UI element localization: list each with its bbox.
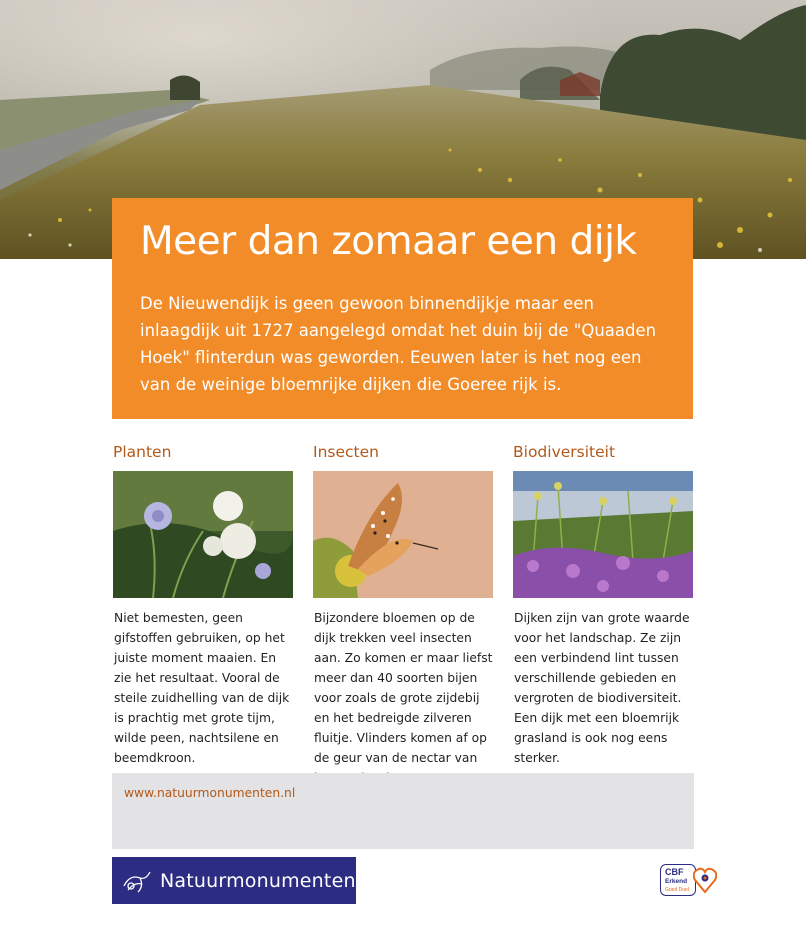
cbf-logo [660, 864, 718, 898]
column-text: Dijken zijn van grote waarde voor het landschap. Ze zijn een verbindend lint tussen verschillende gebieden en vergroten de biodiversiteit. Een dijk met een bloemrijk grasland is ook nog eens sterker. [514, 611, 690, 765]
page-title: Meer dan zomaar een dijk [140, 219, 637, 264]
column-text: Niet bemesten, geen gifstoffen gebruiken, op het juiste moment maaien. En zie het resultaat. Vooral de steile zuidhelling van de dijk is prachtig met grote tijm, wilde peen, nachtsilene en beemdkroon. [114, 611, 290, 765]
bird-icon [120, 866, 154, 896]
plants-photo [113, 471, 293, 598]
brand-name: Natuurmonumenten [160, 869, 356, 892]
heart-icon [693, 866, 717, 894]
cbf-text: CBF [665, 867, 684, 877]
cbf-goed-doel-text: Goed Doel [665, 887, 689, 893]
column-text: Bijzondere bloemen op de dijk trekken veel insecten aan. Zo komen er maar liefst meer dan 40 soorten bijen voor zoals de grote zijdebij en het bedreigde zilveren fluitje. Vlinders komen af op de geur van de nectar van [314, 611, 493, 765]
intro-box [112, 198, 693, 419]
column-heading: Biodiversiteit [513, 443, 616, 461]
butterfly-photo [313, 471, 493, 598]
cbf-erkend-text: Erkend [665, 878, 688, 885]
natuurmonumenten-logo [112, 857, 356, 904]
column-planten [113, 440, 293, 768]
column-biodiversiteit [513, 440, 693, 768]
grassland-photo [513, 471, 693, 598]
column-insecten [313, 440, 493, 788]
intro-text: De Nieuwendijk is geen gewoon binnendijkje maar een inlaagdijk uit 1727 aangelegd omdat het duin bij de "Quaaden Hoek" flinterdun was geworden. Eeuwen later is het nog een van de weinige bloemrijke dijken die Goeree rijk is. [140, 294, 657, 394]
column-heading: Planten [113, 443, 172, 461]
cbf-badge [660, 864, 696, 896]
footer-box [112, 773, 694, 849]
column-heading: Insecten [313, 443, 379, 461]
website-link[interactable]: www.natuurmonumenten.nl [124, 786, 296, 800]
